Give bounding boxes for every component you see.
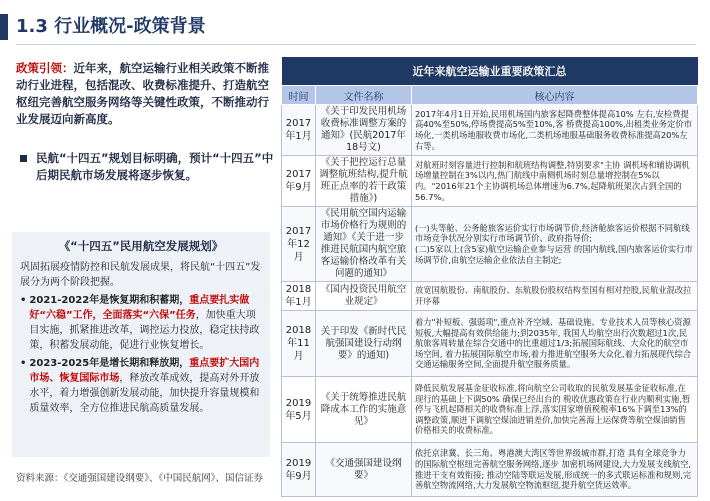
cell-name: 《关于印发民用机场收费标准调整方案的通知》(民航2017年18号文) — [316, 105, 412, 156]
cell-time: 2017年1月 — [282, 105, 316, 156]
cell-time: 2017年12月 — [282, 207, 316, 282]
table-row — [282, 207, 698, 282]
policy-intro — [16, 60, 274, 128]
plan-title: 《“十四五”民用航空发展规划》 — [58, 239, 224, 253]
cell-name: 《民用航空国内运输市场价格行为规则的通知》《关于进一步推进民航国内航空旅客运输价格改革有关问题的通知》 — [316, 207, 412, 282]
phase-text — [29, 293, 262, 353]
square-bullet-icon — [20, 155, 27, 162]
cell-content: 对航班时刻容量进行控制和航班结构调整,特别要求"主协 调机场和辅协调机场增量控制在3%以内,热门航线中南侧机场时刻总量增控制在5%以内。"2016年21个主协调机场总体增速为6.7%,起降航班架次占到全国的56.7%。 — [412, 156, 698, 207]
cell-content: 依托京津冀、长三角、粤港澳大湾区等世界级城市群,打造 具有全球竞争力的国际航空枢纽完善航空服务网络,逐步 加密机场网建设,大力发展支线航空,推进干支有效衔接; 推动空陆等联运发展,形成统一的多式联运标准和规则,完善航空物流网络,大力发展航空物流枢纽,提升航空货运效率。 — [412, 443, 698, 497]
phase-text-a: 是恢复期和积蓄期， — [99, 295, 190, 306]
table-row — [282, 443, 698, 497]
phase-text-a: 是增长期和释放期， — [99, 358, 190, 369]
table-row — [282, 156, 698, 207]
cell-content: 放宽国航股份、南航股份、东航股份股权结构至国有相对控股,民航业混改拉开序幕 — [412, 282, 698, 311]
cell-name: 关于印发《新时代民航强国建设行动纲要》的通知) — [316, 311, 412, 377]
phase-highlight: 重点要扎实做好“六稳”工作，全面落实“六保”任务 — [29, 295, 250, 321]
column-header-content: 核心内容 — [412, 86, 698, 105]
bullet-dot-icon: • — [20, 358, 27, 369]
cell-name: 《关于把控运行总量调整航班结构,提升航班正点率的若干政策措施》) — [316, 156, 412, 207]
plan-intro: 巩固拓展疫情防控和民航发展成果，将民航“十四五”发展分为两个阶段把握。 — [20, 262, 261, 288]
cell-time: 2017年9月 — [282, 156, 316, 207]
policy-intro-text: 近年来，航空运输行业相关政策不断推动行业进程，包括混改、收费标准提升、打造航空枢纽完善航空服务网络等关键性政策，不断推动行业发展迈向新高度。 — [16, 61, 269, 126]
title-accent-bar — [0, 14, 8, 40]
table-row — [282, 282, 698, 311]
column-header-name: 文件名称 — [316, 86, 412, 105]
cell-name: 《国内投资民用航空业规定》 — [316, 282, 412, 311]
cell-content: 着力"补短板、强弱项",重点补齐空域、基础设施、专业技术人员等核心资源短板,大幅提高有效供给能力;到2035年, 我国人均航空出行次数超过1次,民航旅客周转量在综合交通中的比重超过1/3;拓展国际航线、大众化的航空市场空间, 着力拓展国际航空市场,着力推进航空服务大众化,着力拓展现代综合交通运输服务空间,全面提升航空服务质量。 — [412, 311, 698, 377]
left-column — [16, 60, 274, 184]
phase-period: 2021-2022年 — [29, 295, 100, 306]
plan-bullet — [16, 150, 274, 184]
table-row — [282, 311, 698, 377]
phase-item — [20, 356, 262, 416]
table-row — [282, 377, 698, 443]
title-divider — [16, 44, 696, 45]
cell-time: 2018年1月 — [282, 282, 316, 311]
page-title: 1.3 行业概况-政策背景 — [16, 16, 206, 37]
cell-content: 降低民航发展基金征收标准,将向航空公司收取的民航发展基金征收标准,在现行的基础上下调50% 确保已经出台的 税收优惠政策在行业内顺利实施,暂停与飞机起降相关的收费标准上浮,落实国家增值税税率16%下调至13%的调整政策,顺进下调航空煤油进销差价,加快完善海上运保费等航空煤油销售价格相关的收费标准。 — [412, 377, 698, 443]
policy-intro-lead: 政策引领： — [16, 61, 74, 75]
cell-time: 2019年9月 — [282, 443, 316, 497]
phase-period: 2023-2025年 — [29, 358, 100, 369]
column-header-time: 时间 — [282, 86, 316, 105]
table-caption: 近年来航空运输业重要政策汇总 — [282, 57, 698, 86]
plan-box — [12, 232, 270, 457]
phase-text-b: ，释放改革成效，提高对外开放水平，着力增强创新发展动能，加快提升容量规模和质量效率，全方位推进民航高质量发展。 — [29, 373, 260, 414]
phase-text — [29, 356, 262, 416]
cell-content: (一)头等舱、公务舱旅客运价实行市场调节价,经济舱旅客运价根据不同航线市场竞争状况分别实行市场调节价、政府指导价; (二)5家以上(含5家)航空运输企业参与运营 的国内航线,国内旅客运价实行市场调节价,由航空运输企业依法自主制定; — [412, 207, 698, 282]
cell-name: 《交通强国建设纲要》 — [316, 443, 412, 497]
plan-bullet-text: 民航“十四五”规划目标明确，预计“十四五”中后期民航市场发展将逐步恢复。 — [36, 151, 274, 182]
table-row — [282, 105, 698, 156]
phase-highlight: 重点要扩大国内市场、恢复国际市场 — [29, 358, 260, 384]
bullet-dot-icon: • — [20, 295, 27, 306]
policy-table — [281, 57, 698, 497]
phase-item — [20, 293, 262, 353]
phase-text-b: ，加快重大项目实施，抓紧推进改革，调控运力投放，稳定扶持政策，积蓄发展动能，促进行业恢复增长。 — [29, 310, 260, 351]
source-note: 资料来源：《交通强国建设纲要》、《中国民航网》、国信证券 — [16, 473, 264, 484]
cell-time: 2019年5月 — [282, 377, 316, 443]
cell-name: 《关于统筹推进民航降成本工作的实施意见》 — [316, 377, 412, 443]
cell-time: 2018年11月 — [282, 311, 316, 377]
cell-content: 2017年4月1日开始,民用机场国内旅客起降费整体提高10% 左右,安检费提高40%至50%,停场费提高5%至10%,客 桥费提高100%,出租类业务定价市场化,一类机场地服收费市场化,二类机场地服基础服务收费标准提高20%左右等。 — [412, 105, 698, 156]
